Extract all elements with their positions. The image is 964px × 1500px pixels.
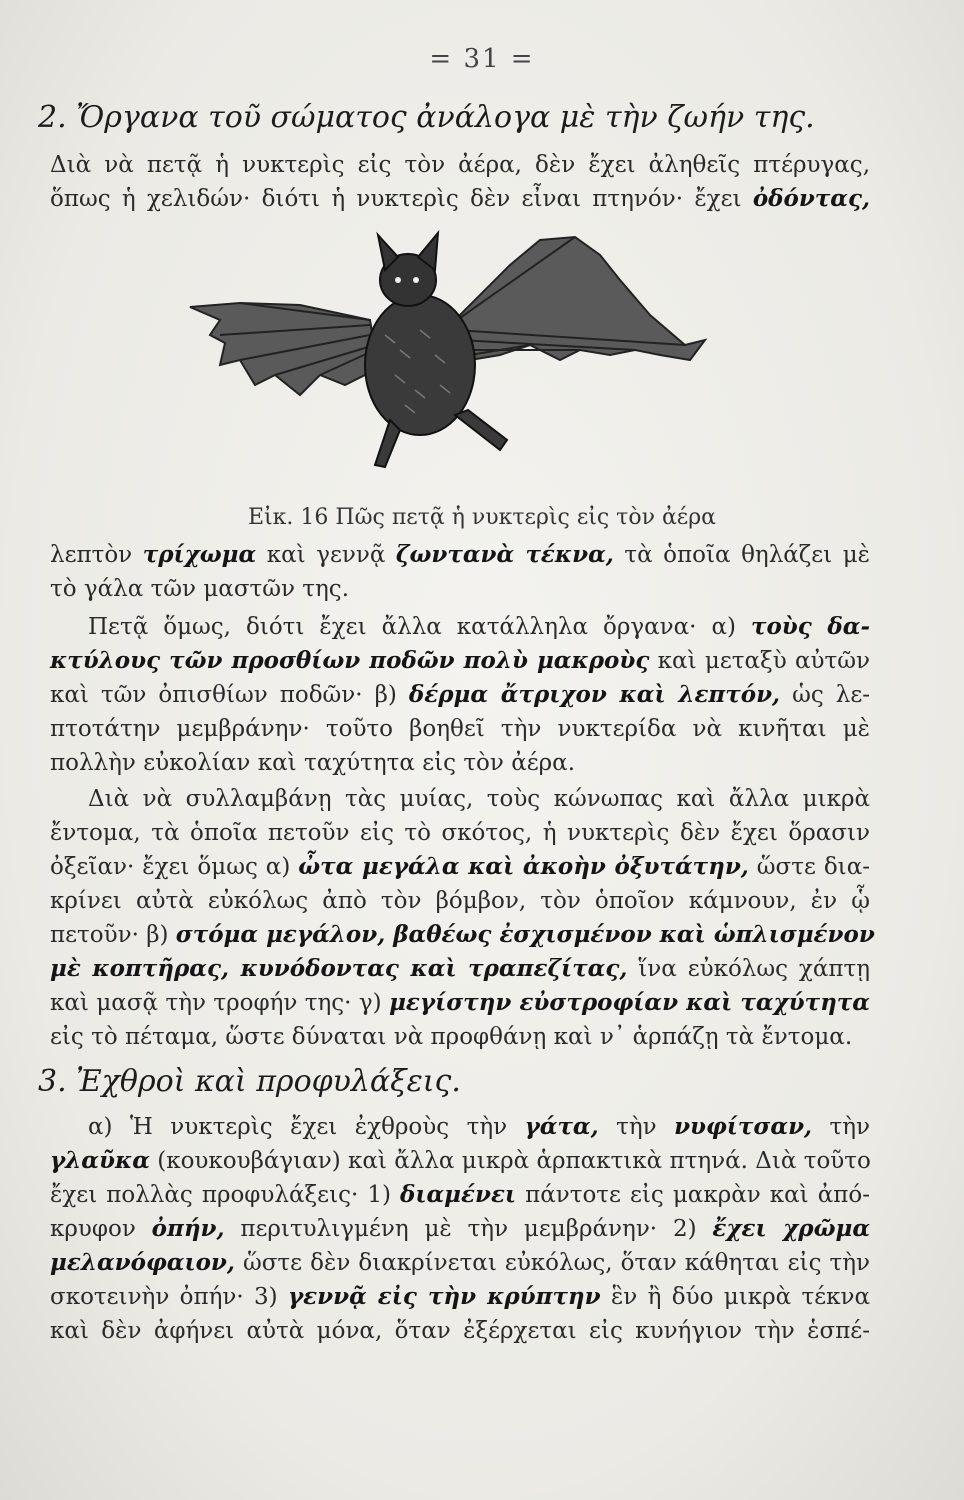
text-line: Διὰ νὰ συλλαμβάνῃ τὰς μυίας, τοὺς κώνωπας καὶ ἄλλα μικρὰ (88, 786, 870, 812)
section-2-heading: 2. Ὄργανα τοῦ σώματος ἀνάλογα μὲ τὴν ζωήν της. (38, 100, 815, 135)
text-line: ἔντομα, τὰ ὁποῖα πετοῦν εἰς τὸ σκότος, ἡ νυκτερὶς δὲν ἔχει ὅρασιν (50, 820, 870, 846)
text-line: καὶ μασᾷ τὴν τροφήν της· γ) μεγίστην εὐστροφίαν καὶ ταχύτητα (50, 989, 871, 1016)
text-line: μελανόφαιον, ὥστε δὲν διακρίνεται εὐκόλως, ὅταν κάθηται εἰς τὴν (50, 1249, 871, 1276)
text-line: κρυφον ὀπήν, περιτυλιγμένη μὲ τὴν μεμβράνην· 2) ἔχει χρῶμα (50, 1215, 871, 1242)
text-line: πτοτάτην μεμβράνην· τοῦτο βοηθεῖ τὴν νυκτερίδα νὰ κινῆται μὲ (50, 716, 870, 742)
text-line: σκοτεινὴν ὀπήν· 3) γεννᾷ εἰς τὴν κρύπτην ἓν ἢ δύο μικρὰ τέκνα (50, 1283, 871, 1310)
bat-illustration (180, 225, 740, 485)
text-line: ὀξεῖαν· ἔχει ὅμως α) ὦτα μεγάλα καὶ ἀκοὴν ὀξυτάτην, ὥστε δια- (50, 853, 871, 880)
text-line: πετοῦν· β) στόμα μεγάλον, βαθέως ἐσχισμένον καὶ ὡπλισμένον (50, 921, 875, 948)
text-line: α) Ἡ νυκτερὶς ἔχει ἐχθροὺς τὴν γάτα, τὴν νυφίτσαν, τὴν (88, 1113, 871, 1140)
text-line: μὲ κοπτῆρας, κυνόδοντας καὶ τραπεζίτας, ἵνα εὐκόλως χάπτῃ (50, 955, 871, 982)
text-line: κρίνει αὐτὰ εὐκόλως ἀπὸ τὸν βόμβον, τὸν ὁποῖον κάμνουν, ἐν ᾧ (50, 888, 870, 914)
text-line: ἔχει πολλὰς προφυλάξεις· 1) διαμένει πάντοτε εἰς μακρὰν καὶ ἀπό- (50, 1181, 871, 1208)
text-line: κτύλους τῶν προσθίων ποδῶν πολὺ μακροὺς καὶ μεταξὺ αὐτῶν (50, 647, 870, 674)
text-line: Διὰ νὰ πετᾷ ἡ νυκτερὶς εἰς τὸν ἀέρα, δὲν ἔχει ἀληθεῖς πτέρυγας, (50, 152, 870, 178)
text-line: γλαῦκα (κουκουβάγιαν) καὶ ἄλλα μικρὰ ἁρπακτικὰ πτηνά. Διὰ τοῦτο (50, 1147, 871, 1174)
text-line: καὶ τῶν ὀπισθίων ποδῶν· β) δέρμα ἄτριχον καὶ λεπτόν, ὡς λε- (50, 681, 871, 708)
figure-caption: Εἰκ. 16 Πῶς πετᾷ ἡ νυκτερὶς εἰς τὸν ἀέρα (247, 505, 716, 530)
text-line: τὸ γάλα τῶν μαστῶν της. (50, 576, 349, 602)
section-3-heading: 3. Ἐχθροὶ καὶ προφυλάξεις. (38, 1064, 461, 1099)
text-line: εἰς τὸ πέταμα, ὥστε δύναται νὰ προφθάνῃ καὶ ν᾽ ἁρπάζῃ τὰ ἔντομα. (50, 1024, 853, 1050)
text-line: λεπτὸν τρίχωμα καὶ γεννᾷ ζωντανὰ τέκνα, τὰ ὁποῖα θηλάζει μὲ (50, 541, 871, 568)
text-line: Πετᾷ ὅμως, διότι ἔχει ἄλλα κατάλληλα ὄργανα· α) τοὺς δα- (88, 613, 871, 640)
text-line: καὶ δὲν ἀφήνει αὐτὰ μόνα, ὅταν ἐξέρχεται εἰς κυνήγιον τὴν ἑσπέ- (50, 1318, 870, 1344)
text-line: ὅπως ἡ χελιδών· διότι ἡ νυκτερὶς δὲν εἶναι πτηνόν· ἔχει ὀδόντας, (50, 185, 871, 212)
page-number: = 31 = (429, 44, 535, 74)
text-line: πολλὴν εὐκολίαν καὶ ταχύτητα εἰς τὸν ἀέρα. (50, 750, 576, 776)
